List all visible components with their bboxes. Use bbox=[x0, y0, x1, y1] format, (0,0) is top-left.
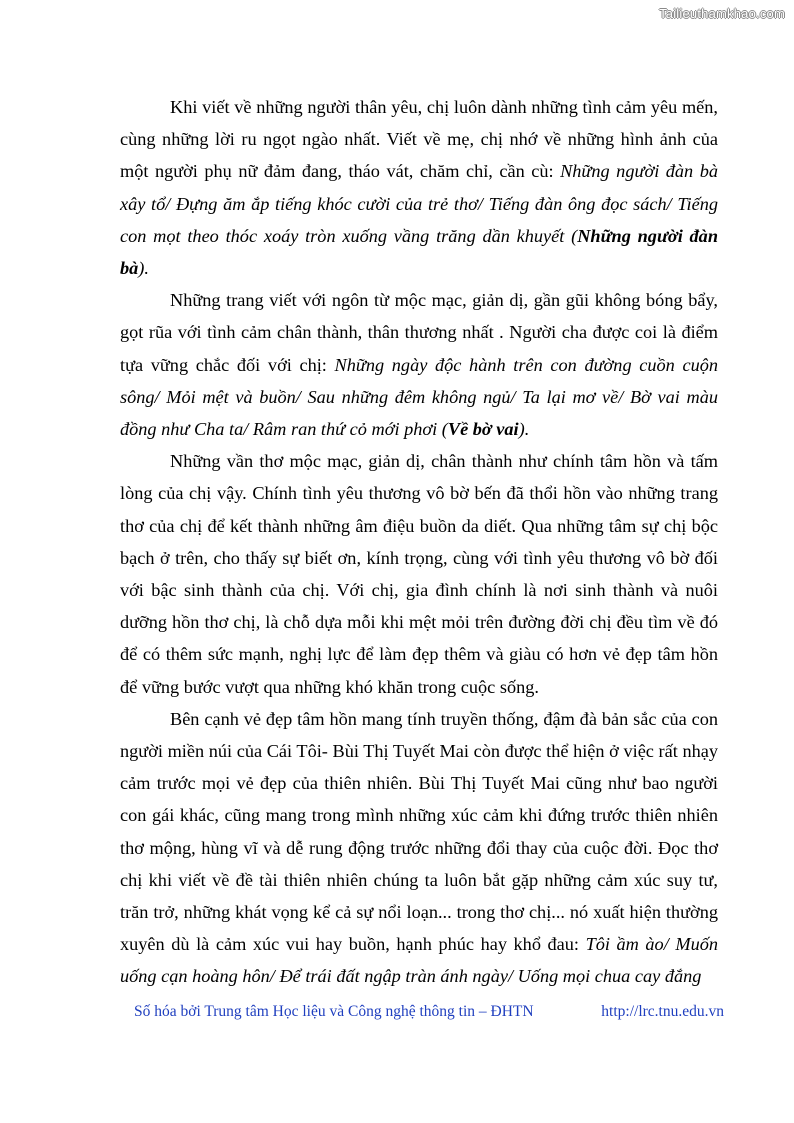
paragraph-2 bbox=[120, 284, 718, 445]
paragraph-text: Những vần thơ mộc mạc, giản dị, chân thành như chính tâm hồn và tấm lòng của chị vậy. Chính tình yêu thương vô bờ bến đã thổi hồn vào những trang thơ của chị để kết thành những âm điệu buồn da diết. Qua những tâm sự chị bộc bạch ở trên, cho thấy sự biết ơn, kính trọng, cùng với tình yêu thương vô bờ đối với bậc sinh thành của chị. Với chị, gia đình chính là nơi sinh thành và nuôi dưỡng hồn thơ chị, là chỗ dựa mỗi khi mệt mỏi trên đường đời chị đều tìm về đó để có thêm sức mạnh, nghị lực để làm đẹp thêm và giàu có hơn vẻ đẹp tâm hồn để vững bước vượt qua những khó khăn trong cuộc sống. bbox=[120, 451, 718, 697]
paragraph-text: Những trang viết với ngôn từ mộc mạc, giản dị, gần gũi không bóng bẩy, gọt rũa với tình cảm chân thành, thân thương nhất . Người cha được coi là điểm tựa vững chắc đối với chị: bbox=[120, 290, 718, 375]
poem-quote: ). bbox=[518, 419, 530, 440]
watermark: Tailieuthamkhao.com bbox=[659, 6, 785, 21]
body-text bbox=[120, 91, 718, 993]
paragraph-text: Khi viết về những người thân yêu, chị luôn dành những tình cảm yêu mến, cùng những lời ru ngọt ngào nhất. Viết về mẹ, chị nhớ về những hình ảnh của một người phụ nữ đảm đang, tháo vát, chăm chỉ, cần cù: bbox=[120, 97, 718, 182]
poem-quote: ). bbox=[138, 258, 149, 279]
footer-publisher: Số hóa bởi Trung tâm Học liệu và Công nghệ thông tin – ĐHTN bbox=[134, 1003, 534, 1020]
poem-quote: Những ngày độc hành trên con đường cuồn cuộn sông/ Mỏi mệt và buồn/ Sau những đêm không ngủ/ Ta lại mơ về/ Bờ vai màu đồng như Cha ta/ Râm ran thứ cỏ mới phơi ( bbox=[120, 354, 718, 440]
poem-title: Về bờ vai bbox=[447, 419, 519, 440]
paragraph-1 bbox=[120, 91, 718, 284]
poem-quote: Tôi ầm ào/ Muốn uống cạn hoàng hôn/ Để trái đất ngập tràn ánh ngày/ Uống mọi chua cay đắng bbox=[120, 934, 718, 987]
poem-quote: Những người đàn bà xây tổ/ Đựng ăm ắp tiếng khóc cười của trẻ thơ/ Tiếng đàn ông đọc sách/ Tiếng con mọt theo thóc xoáy tròn xuống vầng trăng dần khuyết ( bbox=[120, 161, 718, 246]
poem-title: Những người đàn bà bbox=[120, 225, 718, 279]
paragraph-3 bbox=[120, 445, 718, 703]
paragraph-text: Bên cạnh vẻ đẹp tâm hồn mang tính truyền thống, đậm đà bản sắc của con người miền núi của Cái Tôi- Bùi Thị Tuyết Mai còn được thể hiện ở việc rất nhạy cảm trước mọi vẻ đẹp của thiên nhiên. Bùi Thị Tuyết Mai cũng như bao người con gái khác, cũng mang trong mình những xúc cảm khi đứng trước thiên nhiên thơ mộng, hùng vĩ và dễ rung động trước những đổi thay của cuộc đời. Đọc thơ chị khi viết về đề tài thiên nhiên chúng ta luôn bắt gặp những cảm xúc suy tư, trăn trở, những khát vọng kể cả sự nổi loạn... trong thơ chị... nó xuất hiện thường xuyên dù là cảm xúc vui hay buồn, hạnh phúc hay khổ đau: bbox=[120, 708, 718, 955]
paragraph-4 bbox=[120, 703, 718, 993]
footer-url[interactable]: http://lrc.tnu.edu.vn bbox=[601, 1003, 724, 1020]
